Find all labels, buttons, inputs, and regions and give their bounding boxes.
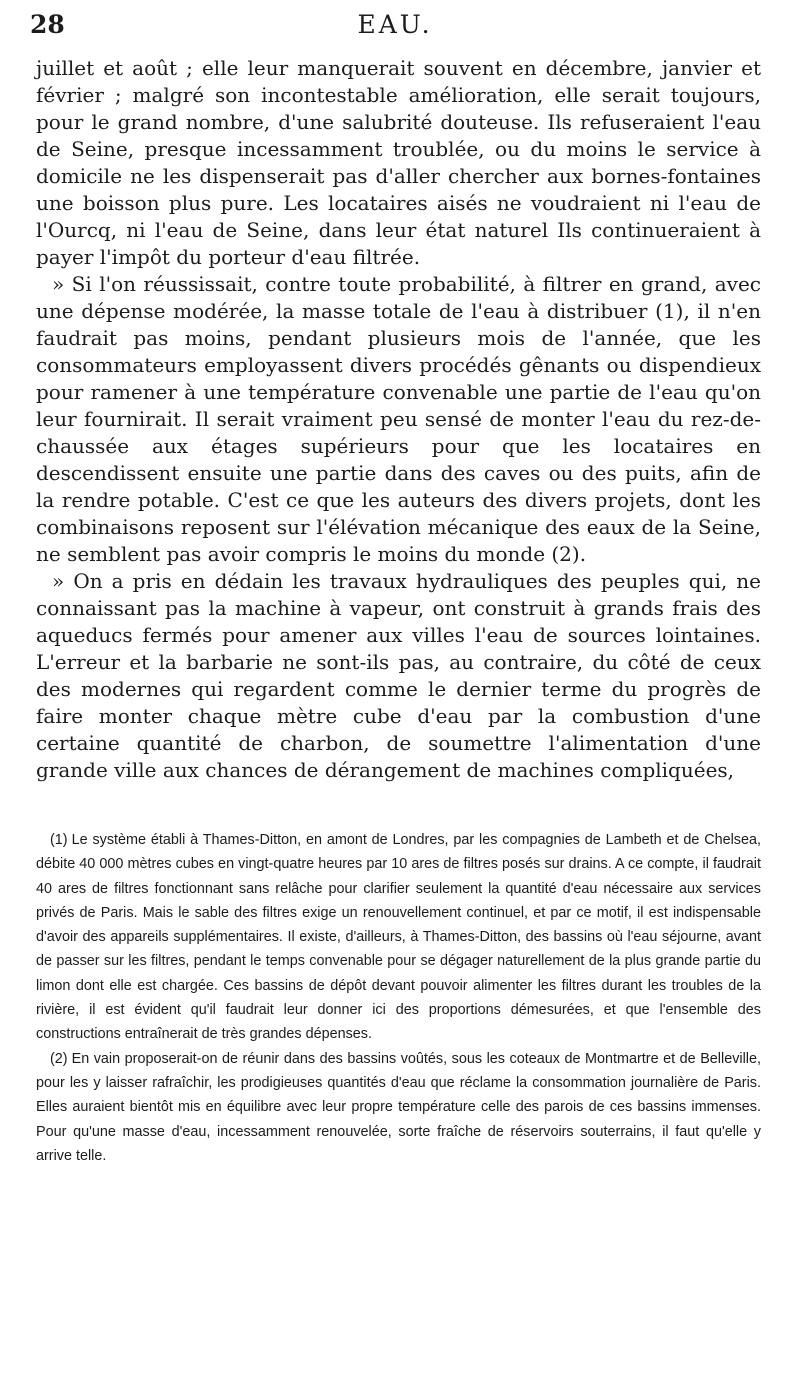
footnote <box>36 828 761 1047</box>
body-text <box>36 55 761 784</box>
page-number: 28 <box>30 10 65 39</box>
running-title: EAU. <box>357 10 433 39</box>
body-paragraph: » On a pris en dédain les travaux hydrauliques des peuples qui, ne connaissant pas la machine à vapeur, ont construit à grands frais des aqueducs fermés pour amener aux villes l'eau de sources lointaines. L'erreur et la barbarie ne sont-ils pas, au contraire, du côté de ceux des modernes qui regardent comme le dernier terme du progrès de faire monter chaque mètre cube d'eau par la combustion d'une certaine quantité de charbon, de soumettre l'alimentation d'une grande ville aux chances de dérangement de machines compliquées, <box>36 569 761 782</box>
footnote-marker: (1) <box>50 832 68 848</box>
body-paragraph: » Si l'on réussissait, contre toute probabilité, à filtrer en grand, avec une dépense modérée, la masse totale de l'eau à distribuer (1), il n'en faudrait pas moins, pendant plusieurs mois de l'année, que les consommateurs employassent divers procédés gênants ou dispendieux pour ramener à une température convenable une partie de l'eau qu'on leur fournirait. Il serait vraiment peu sensé de monter l'eau du rez-de-chaussée aux étages supérieurs pour que les locataires en descendissent ensuite une partie dans des caves ou des puits, afin de la rendre potable. C'est ce que les auteurs des divers projets, dont les combinaisons reposent sur l'élévation mécanique des eaux de la Seine, ne semblent pas avoir compris le moins du monde (2). <box>36 272 761 566</box>
footnote <box>36 1047 761 1168</box>
page-header <box>30 10 760 50</box>
footnotes <box>36 828 761 1168</box>
body-paragraph: juillet et août ; elle leur manquerait souvent en décembre, janvier et février ; malgré son incontestable amélioration, elle serait toujours, pour le grand nombre, d'une salubrité douteuse. Ils refuseraient l'eau de Seine, presque incessamment troublée, ou du moins le service à domicile ne les dispenserait pas d'aller chercher aux bornes-fontaines une boisson plus pure. Les locataires aisés ne voudraient ni l'eau de l'Ourcq, ni l'eau de Seine, dans leur état naturel Ils continueraient à payer l'impôt du porteur d'eau filtrée. <box>36 56 761 269</box>
footnote-text: Le système établi à Thames-Ditton, en amont de Londres, par les compagnies de Lambeth et de Chelsea, débite 40 000 mètres cubes en vingt-quatre heures par 10 ares de filtres posés sur drains. A ce compte, il faudrait 40 ares de filtres fonctionnant sans relâche pour clarifier seulement la quantité d'eau nécessaire aux services privés de Paris. Mais le sable des filtres exige un renouvellement continuel, et par ce motif, il est indispensable d'avoir des appareils supplémentaires. Il existe, d'ailleurs, à Thames-Ditton, des bassins où l'eau séjourne, avant de passer sur les filtres, pendant le temps convenable pour se dégager naturellement de la plus grande partie du limon dont elle est chargée. Ces bassins de dépôt devant pouvoir alimenter les filtres durant les troubles de la rivière, il est évident qu'il faudrait leur donner ici des proportions démesurées, et que l'ensemble des constructions entraînerait de très grandes dépenses. <box>36 832 761 1043</box>
footnote-marker: (2) <box>50 1050 68 1067</box>
footnote-text: En vain proposerait-on de réunir dans des bassins voûtés, sous les coteaux de Montmartre et de Belleville, pour les y laisser rafraîchir, les prodigieuses quantités d'eau que réclame la consommation journalière de Paris. Elles auraient bientôt mis en équilibre avec leur propre température celle des parois de ces bassins immenses. Pour qu'une masse d'eau, incessamment renouvelée, sorte fraîche de réservoirs souterrains, il faut qu'elle y arrive telle. <box>36 1050 761 1164</box>
